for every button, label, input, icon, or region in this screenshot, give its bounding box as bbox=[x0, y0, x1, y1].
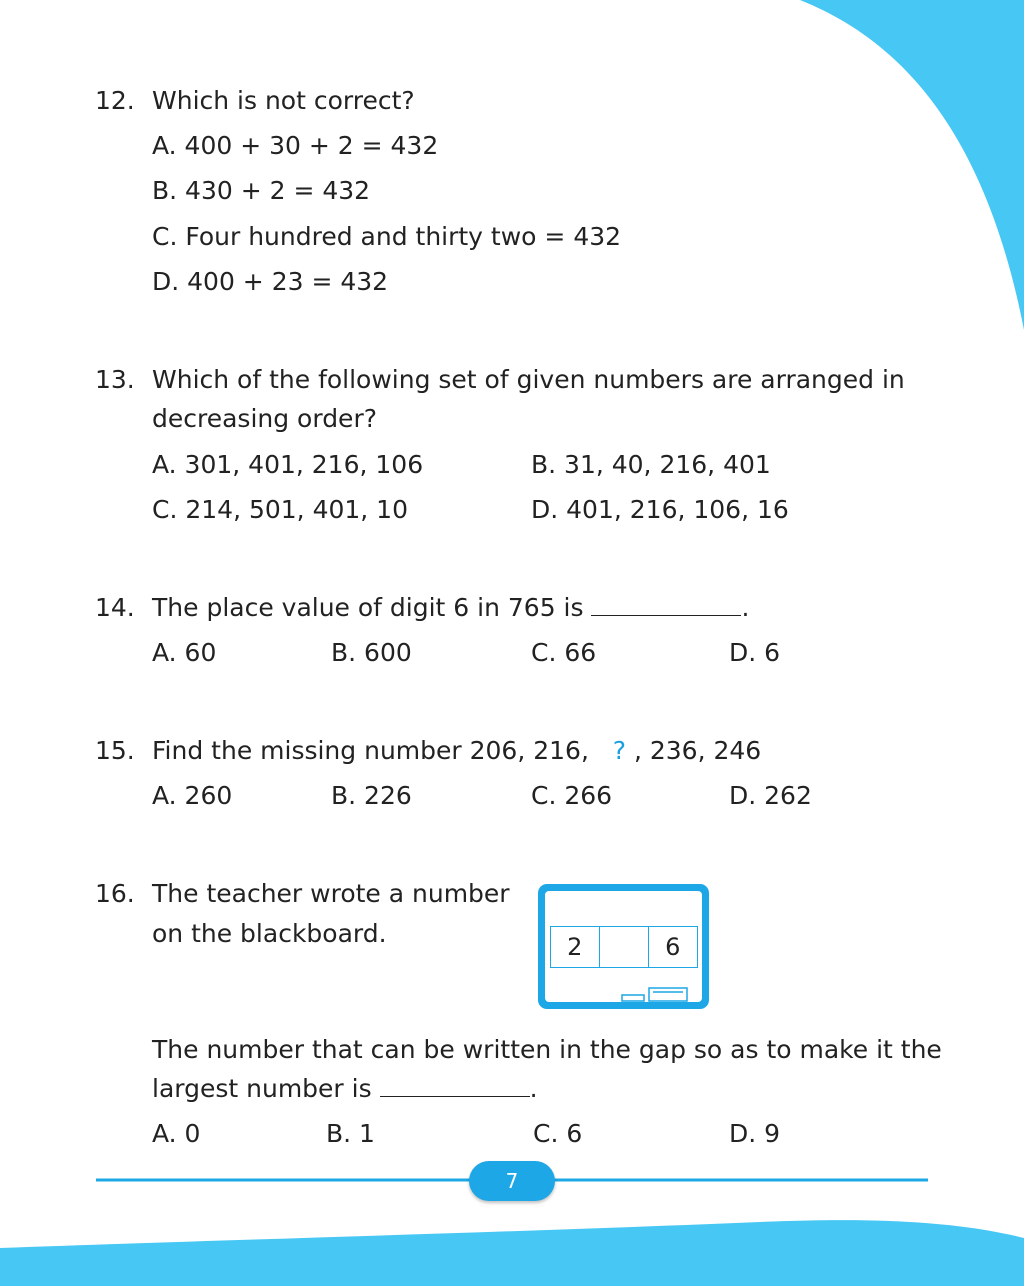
question-number: 14. bbox=[95, 593, 135, 622]
follow-text-after: . bbox=[529, 1074, 538, 1103]
blackboard-number-cells bbox=[551, 926, 698, 968]
hundreds-cell: 2 bbox=[550, 926, 601, 968]
missing-number-mark: ? bbox=[612, 736, 627, 765]
q15-option-d[interactable]: D. 262 bbox=[729, 781, 812, 810]
tens-cell-gap bbox=[599, 926, 650, 968]
follow-text-before: largest number is bbox=[152, 1074, 372, 1103]
question-text-line-1: Which of the following set of given numbers are arranged in bbox=[152, 365, 905, 394]
q16-follow-text-line-2 bbox=[152, 1074, 538, 1104]
q16-follow-text-line-1: The number that can be written in the gap so as to make it the bbox=[152, 1035, 942, 1064]
sequence-after: , 236, 246 bbox=[633, 736, 762, 765]
q13-option-a[interactable]: A. 301, 401, 216, 106 bbox=[152, 450, 424, 479]
question-text-before: The place value of digit 6 in 765 is bbox=[152, 593, 584, 622]
q14-option-a[interactable]: A. 60 bbox=[152, 638, 217, 667]
question-text-line-1: The teacher wrote a number bbox=[152, 879, 510, 908]
q12-option-d[interactable]: D. 400 + 23 = 432 bbox=[152, 267, 389, 296]
q16-option-c[interactable]: C. 6 bbox=[533, 1119, 583, 1148]
q13-option-c[interactable]: C. 214, 501, 401, 10 bbox=[152, 495, 408, 524]
page-number-badge: 7 bbox=[469, 1161, 555, 1201]
question-text bbox=[152, 736, 761, 766]
question-number: 13. bbox=[95, 365, 135, 394]
q16-option-b[interactable]: B. 1 bbox=[326, 1119, 375, 1148]
ones-cell: 6 bbox=[648, 926, 699, 968]
q12-option-a[interactable]: A. 400 + 30 + 2 = 432 bbox=[152, 131, 439, 160]
bottom-wave bbox=[0, 1220, 1024, 1286]
top-right-wave bbox=[800, 0, 1024, 330]
answer-blank bbox=[591, 593, 741, 616]
q14-option-d[interactable]: D. 6 bbox=[729, 638, 781, 667]
q13-option-b[interactable]: B. 31, 40, 216, 401 bbox=[531, 450, 771, 479]
q14-option-c[interactable]: C. 66 bbox=[531, 638, 597, 667]
question-number: 12. bbox=[95, 86, 135, 115]
question-number: 15. bbox=[95, 736, 135, 765]
q12-option-b[interactable]: B. 430 + 2 = 432 bbox=[152, 176, 371, 205]
q14-option-b[interactable]: B. 600 bbox=[331, 638, 412, 667]
question-text-line-2: decreasing order? bbox=[152, 404, 377, 433]
question-text-after: . bbox=[741, 593, 750, 622]
q15-option-b[interactable]: B. 226 bbox=[331, 781, 412, 810]
question-number: 16. bbox=[95, 879, 135, 908]
question-text: Which is not correct? bbox=[152, 86, 415, 115]
answer-blank bbox=[380, 1074, 530, 1097]
question-text bbox=[152, 593, 749, 623]
q15-option-a[interactable]: A. 260 bbox=[152, 781, 233, 810]
q13-option-d[interactable]: D. 401, 216, 106, 16 bbox=[531, 495, 789, 524]
q15-option-c[interactable]: C. 266 bbox=[531, 781, 613, 810]
q16-option-d[interactable]: D. 9 bbox=[729, 1119, 781, 1148]
duster-icon bbox=[649, 988, 687, 1001]
sequence-before: Find the missing number 206, 216, bbox=[152, 736, 589, 765]
q12-option-c[interactable]: C. Four hundred and thirty two = 432 bbox=[152, 222, 622, 251]
q16-option-a[interactable]: A. 0 bbox=[152, 1119, 201, 1148]
chalk-icon bbox=[622, 995, 644, 1001]
question-text-line-2: on the blackboard. bbox=[152, 919, 387, 948]
